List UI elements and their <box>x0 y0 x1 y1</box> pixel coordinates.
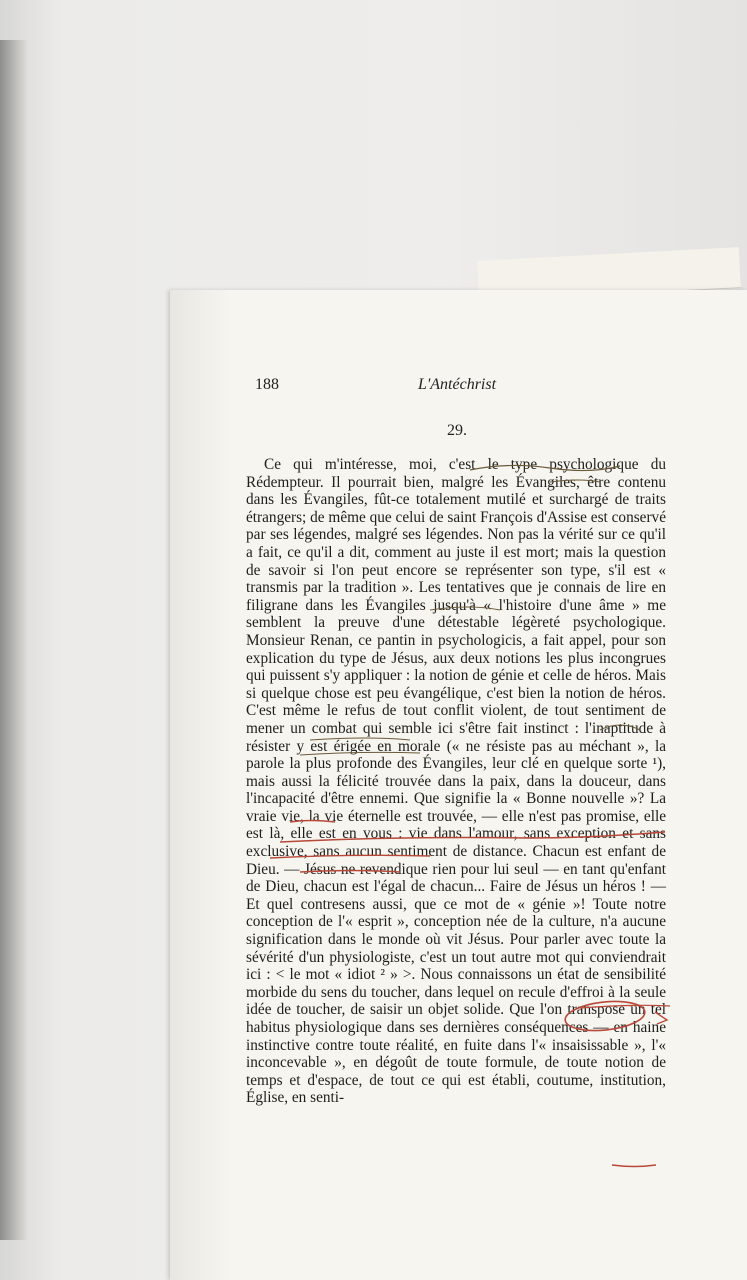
section-number: 29. <box>447 422 467 439</box>
book-page <box>170 290 747 1280</box>
page-gutter-shadow <box>170 290 230 1280</box>
running-title: L'Antéchrist <box>417 376 497 393</box>
page-number: 188 <box>255 376 279 393</box>
body-paragraph: Ce qui m'intéresse, moi, c'est le type psychologique du Rédempteur. Il pourrait bien, malgré les Évangiles, être contenu dans les Évangiles, fût-ce totalement mutilé et surchargé de traits étrangers; de même que celui de saint François d'Assise est conservé par ses légendes, malgré ses légendes. Non pas la vérité sur ce qu'il a fait, ce qu'il a dit, comment au juste il est mort; mais la question de savoir si l'on peut encore se représenter son type, s'il est « transmis par la tradition ». Les tentatives que je connais de lire en filigrane dans les Évangiles jusqu'à « l'histoire d'une âme » me semblent la preuve d'une détestable légèreté psychologique. Monsieur Renan, ce pantin in psychologicis, a fait appel, pour son explication du type de Jésus, aux deux notions les plus incongrues qui puissent s'y appliquer : la notion de génie et celle de héros. Mais si quelque chose est peu évangélique, c'est bien la notion de héros. C'est même le refus de tout conflit violent, de tout sentiment de mener un combat qui semble ici s'être fait instinct : l'inaptitude à résister y est érigée en morale (« ne résiste pas au méchant », la parole la plus profonde des Évangiles, leur clé en quelque sorte ¹), mais aussi la félicité trouvée dans la paix, dans la douceur, dans l'incapacité d'être ennemi. Que signifie la « Bonne nouvelle »? La vraie vie, la vie éternelle est trouvée, — elle n'est pas promise, elle est là, elle est en vous : vie dans l'amour, sans exception et sans exclusive, sans aucun sentiment de distance. Chacun est enfant de Dieu. — Jésus ne revendique rien pour lui seul — en tant qu'enfant de Dieu, chacun est l'égal de chacun... Faire de Jésus un héros ! — Et quel contresens aussi, que ce mot de « génie »! Toute notre conception de l'« esprit », conception née de la culture, n'a aucune signification dans le monde où vit Jésus. Pour parler avec toute la sévérité d'un physiologiste, c'est un tout autre mot qui conviendrait ici : < le mot « idiot ² » >. Nous connaissons un état de sensibilité morbide du sens du toucher, dans lequel on recule d'effroi à la seule idée de toucher, de saisir un objet solide. Que l'on transpose un tel habitus physiologique dans ses dernières conséquences — en haine instinctive contre toute réalité, en fuite dans l'« insaisissable », l'« inconcevable », en dégoût de toute formule, de toute notion de temps et d'espace, de tout ce qui est établi, coutume, institution, Église, en senti- <box>246 456 666 1107</box>
scan-edge-shadow <box>0 40 28 1240</box>
page-header <box>255 374 745 396</box>
